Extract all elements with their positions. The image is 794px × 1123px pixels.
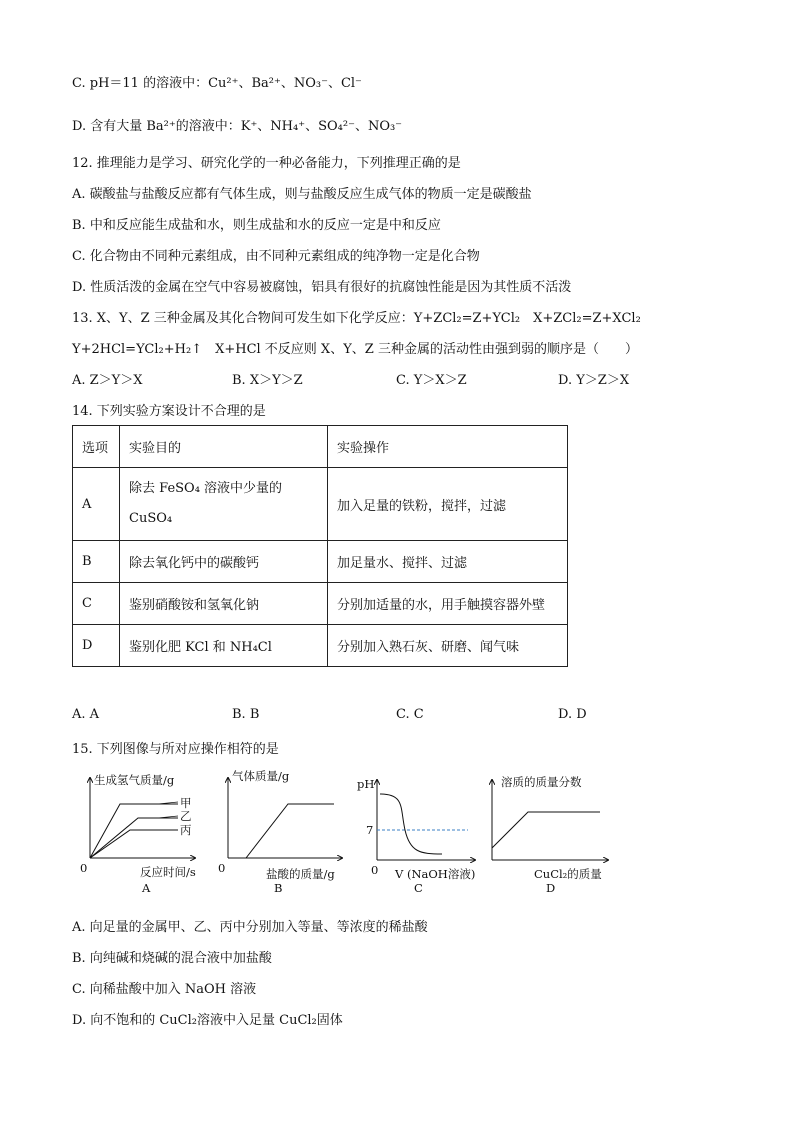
q15-option-d: D. 向不饱和的 CuCl₂溶液中入足量 CuCl₂固体 [72,1013,343,1028]
q13-stem-line1: 13. X、Y、Z 三种金属及其化合物间可发生如下化学反应：Y+ZCl₂=Z+YCl₂ X+ZCl₂=Z+XCl₂ [72,311,641,326]
table-row [73,541,568,583]
graph-d-ylabel: 溶质的质量分数 [501,775,582,789]
graph-d-letter: D [546,881,556,895]
graph-c-origin: 0 [371,863,379,877]
q14-option-c: C. C [396,707,424,722]
q12-option-b: B. 中和反应能生成盐和水，则生成盐和水的反应一定是中和反应 [72,218,441,233]
row-purpose: 鉴别硝酸铵和氢氧化钠 [120,583,328,625]
graph-a-origin: 0 [80,861,88,875]
table-header-row [73,426,568,468]
graph-a-series-label: 乙 [180,809,192,823]
row-operation: 分别加入熟石灰、研磨、闻气味 [328,625,568,667]
q14-option-b: B. B [232,707,260,722]
graph-b [218,769,342,895]
graph-b-origin: 0 [218,861,226,875]
graph-c-xlabel: V (NaOH溶液) [395,867,476,881]
q14-option-a: A. A [72,707,100,722]
q14-table [72,425,568,667]
q15-option-b: B. 向纯碱和烧碱的混合液中加盐酸 [72,951,272,966]
graph-c-curve [380,794,442,854]
row-operation: 加足量水、搅拌、过滤 [328,541,568,583]
graph-b-letter: B [274,881,283,895]
graph-a-line-yi [90,818,178,858]
q13-option-c: C. Y＞X＞Z [396,373,467,388]
q13-stem-line2: Y+2HCl=YCl₂+H₂↑ X+HCl 不反应则 X、Y、Z 三种金属的活动性由强到弱的顺序是（ ） [72,342,638,357]
q14-option-d: D. D [558,707,587,722]
graph-d-line [492,812,600,848]
q12-option-c: C. 化合物由不同种元素组成，由不同种元素组成的纯净物一定是化合物 [72,249,480,264]
q15-stem: 15. 下列图像与所对应操作相符的是 [72,742,279,757]
q13-option-a: A. Z＞Y＞X [72,373,143,388]
graph-a [80,773,196,895]
table-row [73,625,568,667]
q13-option-b: B. X＞Y＞Z [232,373,303,388]
q14-options [72,707,772,722]
graph-b-line [228,804,334,858]
q13-options [72,369,772,388]
q12-stem: 12. 推理能力是学习、研究化学的一种必备能力，下列推理正确的是 [72,156,461,171]
q15-option-c: C. 向稀盐酸中加入 NaOH 溶液 [72,982,257,997]
table-row [73,468,568,541]
graph-d-xlabel: CuCl₂的质量 [534,867,602,881]
table-row [73,583,568,625]
header-purpose: 实验目的 [120,426,328,468]
graph-b-ylabel: 气体质量/g [232,769,290,783]
row-operation: 加入足量的铁粉，搅拌，过滤 [328,468,568,541]
graph-c-ylabel: pH [357,777,375,791]
q11-option-c: C. pH＝11 的溶液中：Cu²⁺、Ba²⁺、NO₃⁻、Cl⁻ [72,76,362,91]
graph-a-ylabel: 生成氢气质量/g [94,773,175,787]
graph-a-line-jia [90,804,178,858]
q12-option-a: A. 碳酸盐与盐酸反应都有气体生成，则与盐酸反应生成气体的物质一定是碳酸盐 [72,187,532,202]
row-purpose: 鉴别化肥 KCl 和 NH₄Cl [120,625,328,667]
graph-d [492,775,608,895]
q15-graphs [60,768,630,898]
q12-option-d: D. 性质活泼的金属在空气中容易被腐蚀，铝具有很好的抗腐蚀性能是因为其性质不活泼 [72,280,572,295]
row-purpose: 除去氧化钙中的碳酸钙 [120,541,328,583]
graph-c [357,777,475,895]
graph-c-letter: C [414,881,423,895]
q13-option-d: D. Y＞Z＞X [558,373,630,388]
graph-a-series-label: 甲 [180,796,192,810]
row-operation: 分别加适量的水，用手触摸容器外壁 [328,583,568,625]
q14-stem: 14. 下列实验方案设计不合理的是 [72,404,266,419]
header-option: 选项 [73,426,120,468]
row-option: D [73,625,120,667]
q15-option-a: A. 向足量的金属甲、乙、丙中分别加入等量、等浓度的稀盐酸 [72,920,428,935]
row-option: C [73,583,120,625]
graph-c-ref-value: 7 [366,823,374,837]
row-purpose: 除去 FeSO₄ 溶液中少量的 CuSO₄ [120,468,328,541]
header-operation: 实验操作 [328,426,568,468]
graph-b-xlabel: 盐酸的质量/g [266,867,335,881]
row-option: A [73,468,120,541]
row-option: B [73,541,120,583]
graph-a-xlabel: 反应时间/s [140,865,196,879]
graph-a-letter: A [142,881,151,895]
q11-option-d: D. 含有大量 Ba²⁺的溶液中：K⁺、NH₄⁺、SO₄²⁻、NO₃⁻ [72,119,403,134]
graph-a-series-label: 丙 [180,823,192,837]
